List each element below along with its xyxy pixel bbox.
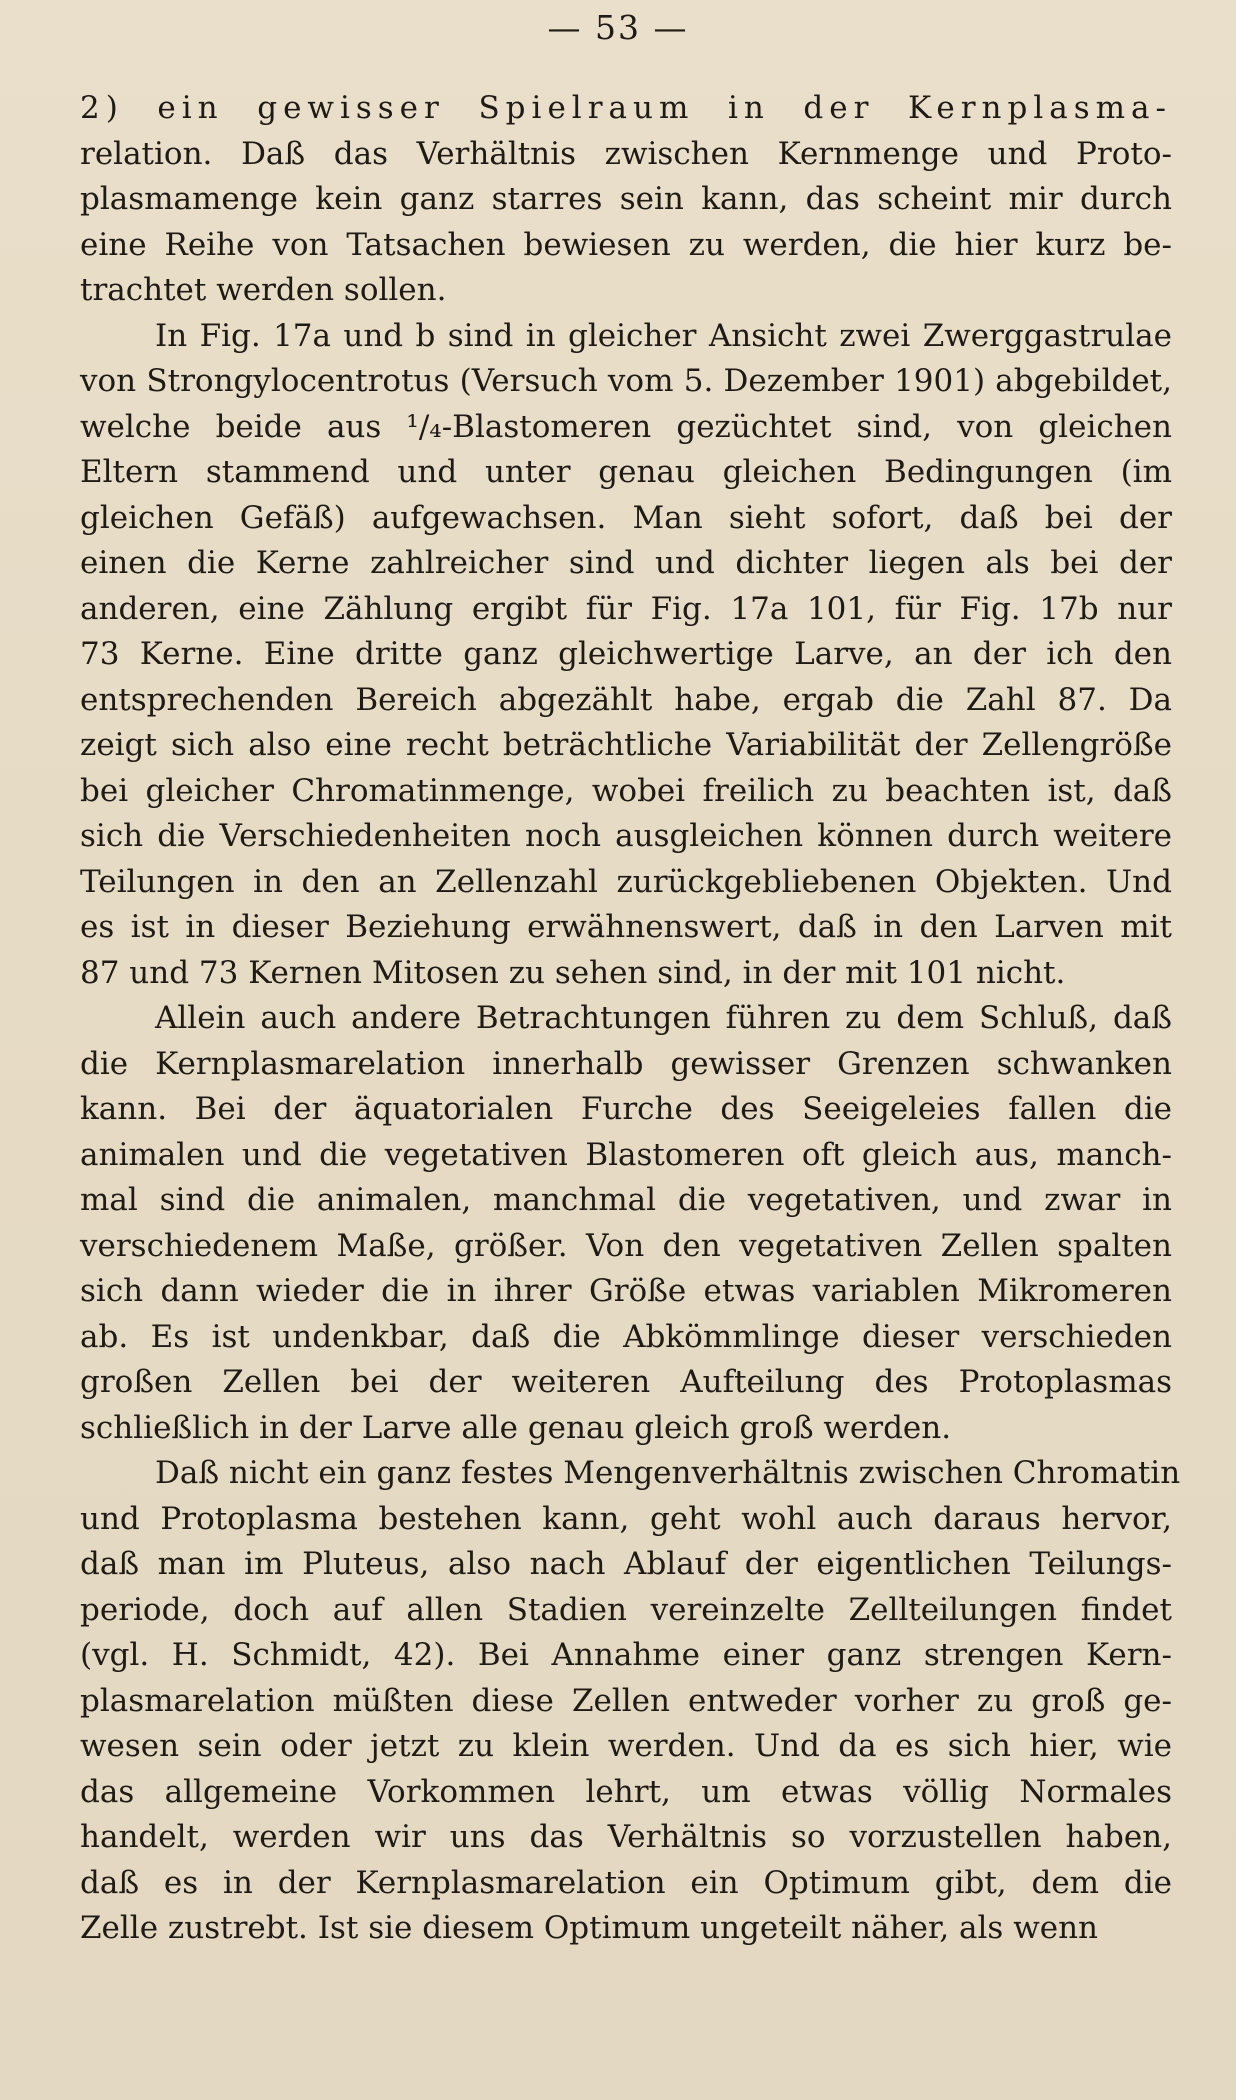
text-line: animalen und die vegetativen Blastomeren oft gleich aus, manch- [80, 1136, 1172, 1173]
text-line: Teilungen in den an Zellenzahl zurückgebliebenen Objekten. Und [80, 863, 1172, 900]
text-line: handelt, werden wir uns das Verhältnis so vorzustellen haben, [80, 1819, 1172, 1855]
text-line: und Protoplasma bestehen kann, geht wohl auch daraus hervor, [80, 1500, 1172, 1537]
text-line: welche beide aus ¹/₄-Blastomeren gezüchtet sind, von gleichen [80, 408, 1172, 445]
text-line: plasmamenge kein ganz starres sein kann, das scheint mir durch [80, 181, 1172, 217]
text-line: daß man im Pluteus, also nach Ablauf der eigentlichen Teilungs- [80, 1546, 1172, 1582]
body-text [80, 86, 1181, 1952]
text-line: bei gleicher Chromatinmenge, wobei freilich zu beachten ist, daß [80, 772, 1172, 809]
text-line: entsprechenden Bereich abgezählt habe, ergab die Zahl 87. Da [80, 681, 1172, 718]
text-line: großen Zellen bei der weiteren Aufteilung des Protoplasmas [80, 1364, 1172, 1400]
text-line: die Kernplasmarelation innerhalb gewisser Grenzen schwanken [80, 1045, 1172, 1082]
text-line: daß es in der Kernplasmarelation ein Optimum gibt, dem die [80, 1864, 1172, 1901]
paragraph-1 [80, 86, 1172, 314]
text-line: wesen sein oder jetzt zu klein werden. Und da es sich hier, wie [80, 1728, 1172, 1764]
text-line: mal sind die animalen, manchmal die vegetativen, und zwar in [80, 1182, 1172, 1218]
text-line: 73 Kerne. Eine dritte ganz gleichwertige Larve, an der ich den [80, 636, 1172, 672]
text-line: Allein auch andere Betrachtungen führen zu dem Schluß, daß [155, 1000, 1172, 1036]
text-line: gleichen Gefäß) aufgewachsen. Man sieht sofort, daß bei der [80, 499, 1172, 536]
text-line: relation. Daß das Verhältnis zwischen Kernmenge und Proto- [80, 135, 1172, 172]
text-line: (vgl. H. Schmidt, 42). Bei Annahme einer ganz strengen Kern- [80, 1637, 1172, 1673]
text-line: 87 und 73 Kernen Mitosen zu sehen sind, in der mit 101 nicht. [80, 954, 1066, 991]
text-line: Daß nicht ein ganz festes Mengenverhältnis zwischen Chromatin [155, 1455, 1181, 1491]
text-line: verschiedenem Maße, größer. Von den vegetativen Zellen spalten [80, 1227, 1172, 1264]
text-line: plasmarelation müßten diese Zellen entweder vorher zu groß ge- [80, 1682, 1172, 1719]
text-line: Eltern stammend und unter genau gleichen Bedingungen (im [80, 454, 1172, 490]
text-line: sich die Verschiedenheiten noch ausgleichen können durch weitere [80, 818, 1172, 854]
text-line: es ist in dieser Beziehung erwähnenswert, daß in den Larven mit [80, 909, 1172, 945]
text-line: anderen, eine Zählung ergibt für Fig. 17a 101, für Fig. 17b nur [80, 590, 1172, 627]
paragraph-4 [80, 1451, 1181, 1952]
text-line: schließlich in der Larve alle genau gleich groß werden. [80, 1409, 952, 1446]
text-line: eine Reihe von Tatsachen bewiesen zu werden, die hier kurz be- [80, 226, 1172, 263]
text-line: In Fig. 17a und b sind in gleicher Ansicht zwei Zwerggastrulae [155, 317, 1172, 354]
text-line: trachtet werden sollen. [80, 272, 447, 308]
text-line: ab. Es ist undenkbar, daß die Abkömmlinge dieser verschieden [80, 1318, 1172, 1355]
text-line: das allgemeine Vorkommen lehrt, um etwas völlig Normales [80, 1773, 1172, 1810]
page-number: — 53 — [547, 8, 689, 47]
paragraph-3 [80, 996, 1172, 1451]
text-line: zeigt sich also eine recht beträchtliche Variabilität der Zellengröße [80, 727, 1172, 763]
text-line: kann. Bei der äquatorialen Furche des Seeigeleies fallen die [80, 1091, 1172, 1127]
text-line: periode, doch auf allen Stadien vereinzelte Zellteilungen findet [80, 1591, 1172, 1628]
text-line: Zelle zustrebt. Ist sie diesem Optimum ungeteilt näher, als wenn [80, 1910, 1099, 1946]
paragraph-2 [80, 314, 1172, 997]
text-line: sich dann wieder die in ihrer Größe etwas variablen Mikromeren [80, 1273, 1172, 1309]
text-line: von Strongylocentrotus (Versuch vom 5. Dezember 1901) abgebildet, [80, 363, 1172, 399]
text-line: 2) ein gewisser Spielraum in der Kernplasma- [80, 90, 1172, 126]
text-line: einen die Kerne zahlreicher sind und dichter liegen als bei der [80, 545, 1172, 581]
